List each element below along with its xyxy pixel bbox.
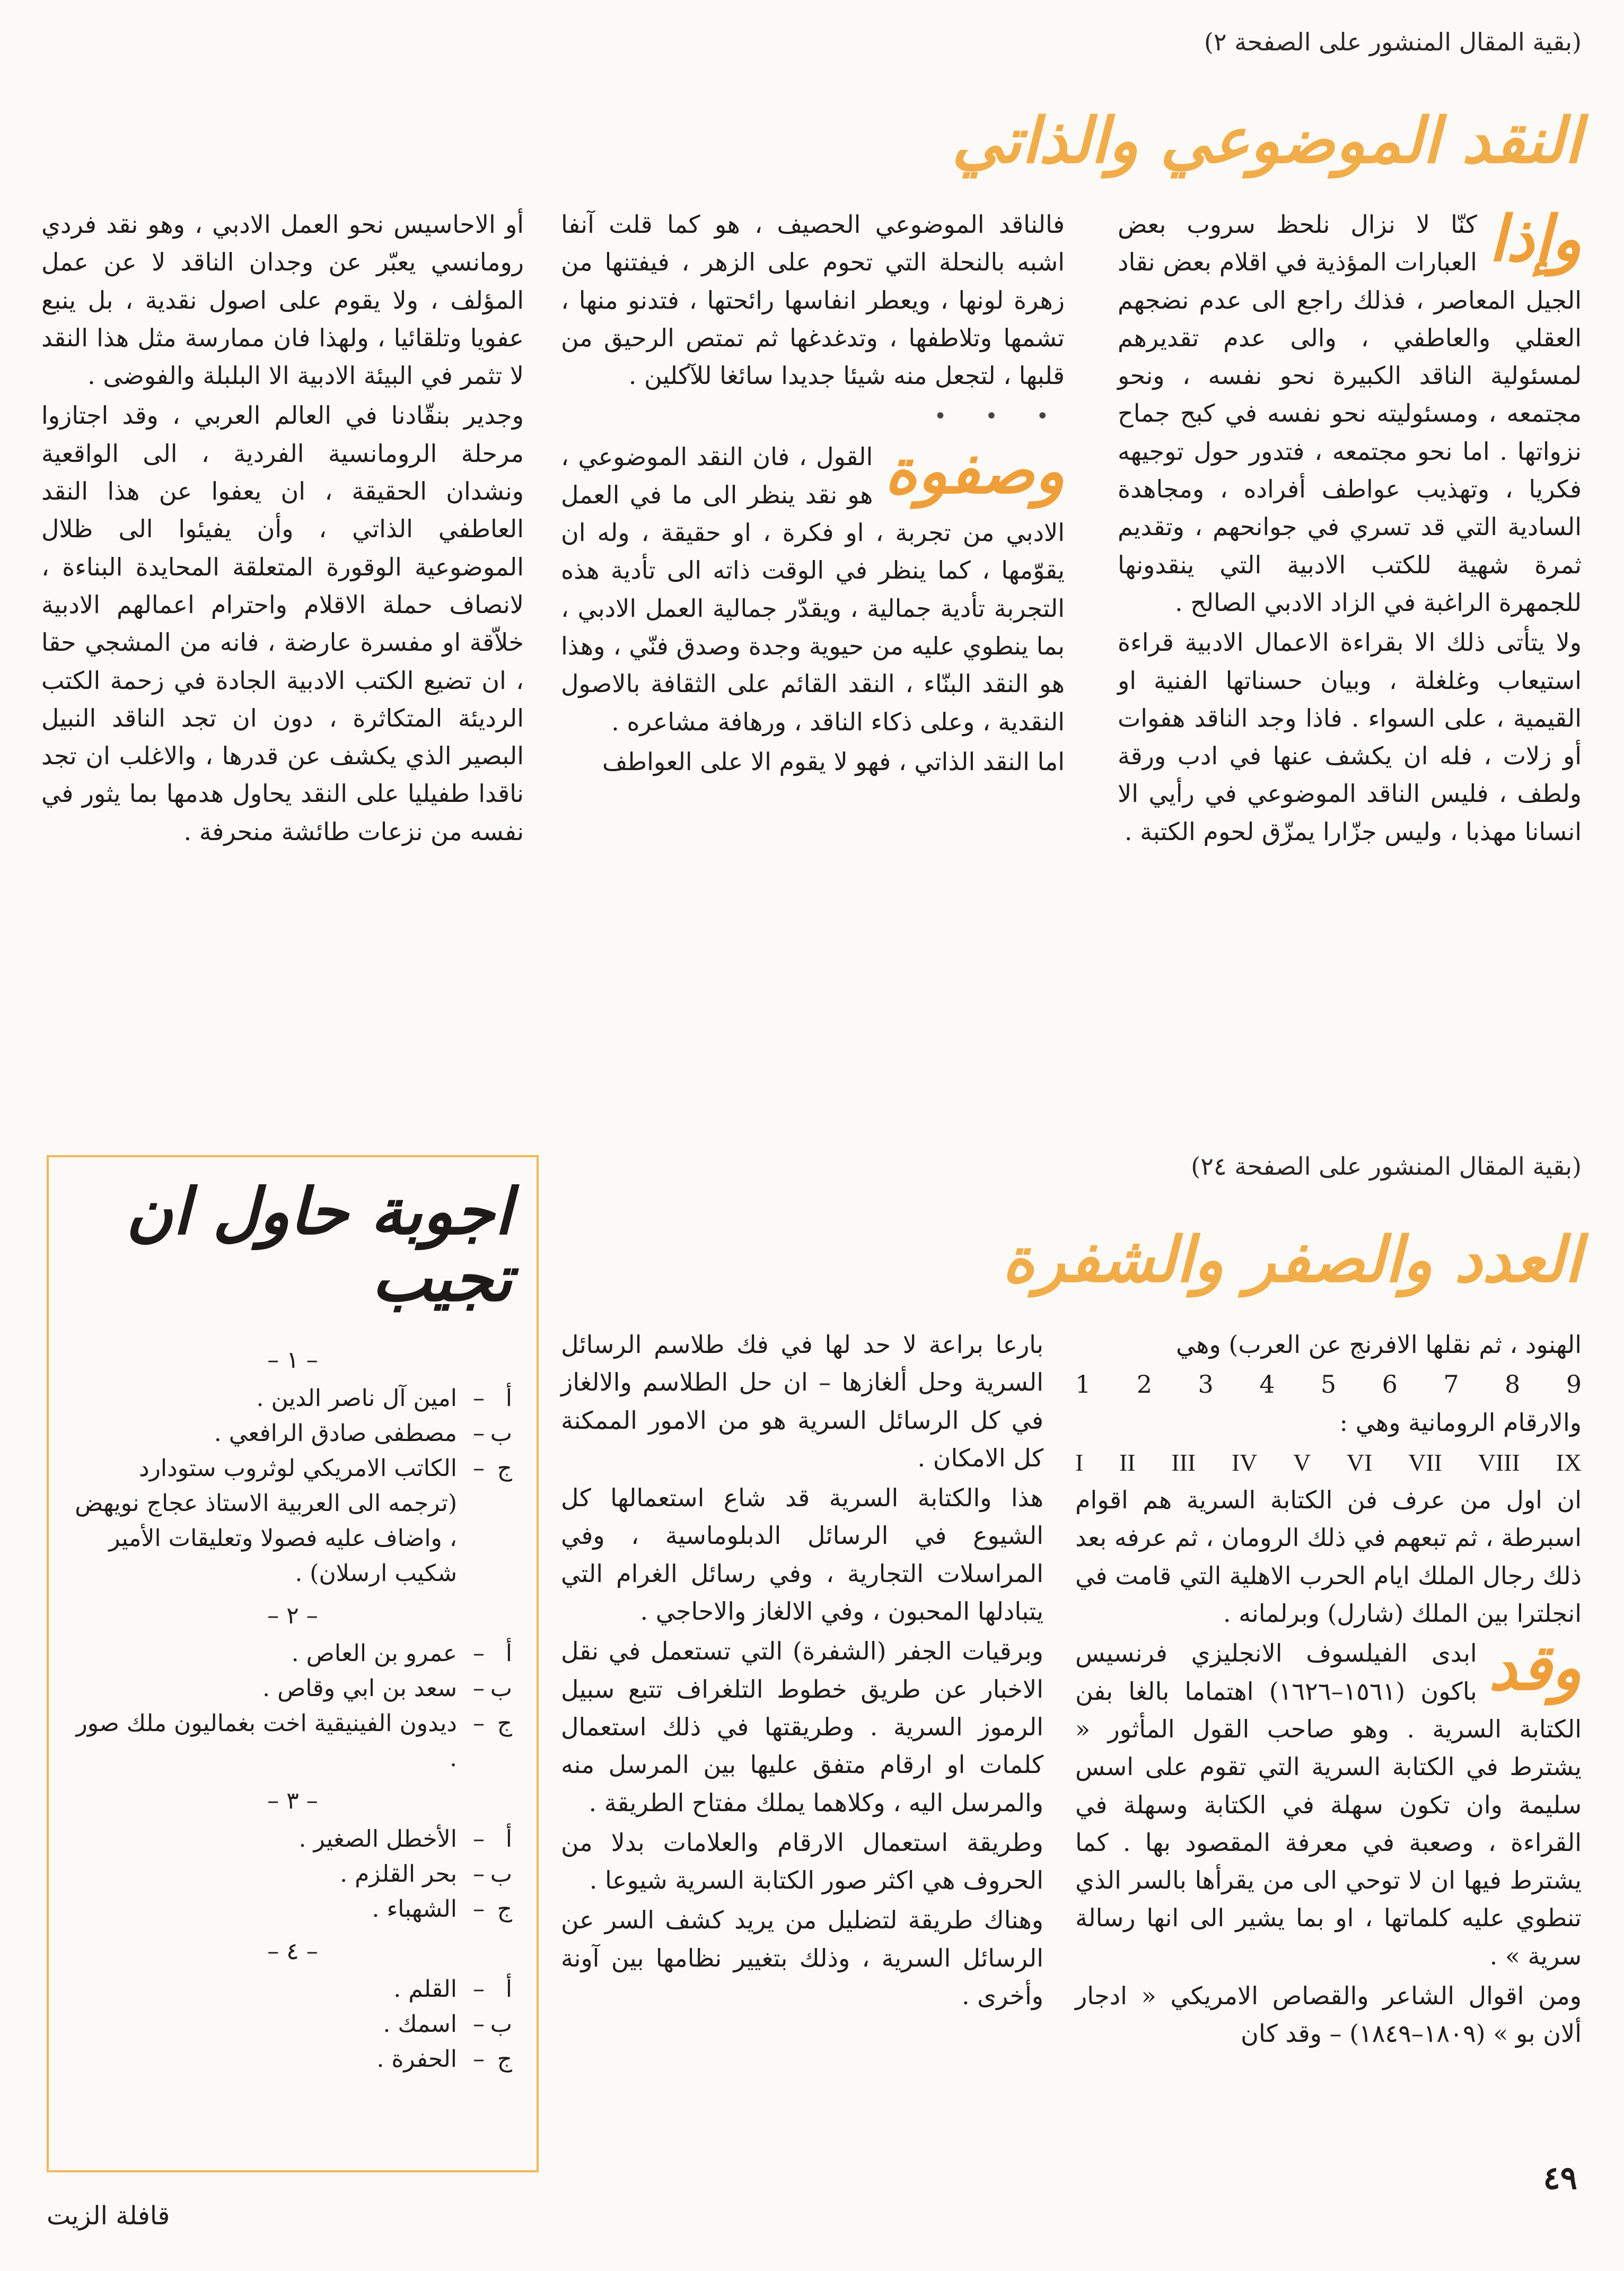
answer-letter: أ <box>505 1384 512 1412</box>
answer-dash: – <box>473 1710 485 1737</box>
article1-column-2 <box>561 206 1065 783</box>
answer-item <box>73 1636 512 1671</box>
answer-letter: أ <box>505 1976 512 2003</box>
paragraph: ابدى الفيلسوف الانجليزي فرنسيس باكون (١٥٦١–١٦٢٦) اهتماما بالغا بفن الكتابة السرية . وهو صاحب القول المأثور « يشترط في الكتابة السرية التي تقوم على اسس سليمة وان تكون سهلة في الكتابة وسهلة في القراءة ، وصعبة في معرفة المقصود بها . كما يشترط فيها ان لا توحي الى من يقرأها بالسر الذي تنطوي عليه كلماتها ، او بما يشير الى انها رسالة سرية » . <box>1075 1639 1582 1970</box>
answer-dash: – <box>473 1640 485 1667</box>
numeral: 4 <box>1259 1370 1275 1399</box>
answer-letter: ج <box>497 1710 512 1737</box>
answer-item <box>73 1416 512 1451</box>
answer-letter: ب <box>490 2011 512 2038</box>
numeral: 3 <box>1198 1370 1214 1399</box>
answer-letter: أ <box>505 1640 512 1667</box>
answer-dash: – <box>473 1825 485 1853</box>
answer-dash: – <box>473 1860 485 1888</box>
paragraph: اما النقد الذاتي ، فهو لا يقوم الا على العواطف <box>602 747 1065 776</box>
answer-dash: – <box>473 2046 485 2073</box>
paragraph: فالناقد الموضوعي الحصيف ، هو كما قلت آنفا اشبه بالنحلة التي تحوم على الزهر ، فيفتنها من زهرة لونها ، ويعطر انفاسها رائحتها ، فتدنو منها ، تشمها وتلاطفها ، وتدغدغها ثم تمتص الرحيق من قلبها ، لتجعل منه شيئا جديدا سائغا للآكلين . <box>561 210 1065 390</box>
group-number: – ١ – <box>267 1347 318 1374</box>
article2-column-2 <box>561 1326 1043 2017</box>
article1-title: النقد الموضوعي والذاتي <box>952 103 1582 177</box>
answer-letter: ب <box>490 1860 512 1888</box>
answer-dash: – <box>473 2011 485 2038</box>
answer-text: عمرو بن العاص . <box>291 1640 457 1667</box>
group-number: – ٤ – <box>267 1937 318 1965</box>
article1-column-1 <box>1118 202 1582 853</box>
answer-item <box>73 1671 512 1706</box>
answers-group-3 <box>73 1785 512 1927</box>
answers-box <box>47 1155 539 2172</box>
numeral: 9 <box>1566 1370 1582 1399</box>
numeral: 2 <box>1136 1370 1153 1399</box>
answer-text: الحفرة . <box>376 2046 457 2073</box>
numeral: 1 <box>1075 1370 1091 1399</box>
paragraph: كنّا لا نزال نلحظ سروب بعض العبارات المؤذية في اقلام بعض نقاد الجيل المعاصر ، فذلك راجع الى عدم نضجهم العقلي والعاطفي ، والى عدم تقديرهم لمسئولية الناقد الكبيرة نحو نفسه ، ونحو مجتمعه ، ومسئوليته نحو نفسه في كبح جماح نزواتها . اما نحو مجتمعه ، فتدور حول توجيهه فكريا ، وتهذيب عواطف أفراده ، ومجاهدة السادية التي قد تسري في جوانحهم ، وتقديم ثمرة شهية للكتب الادبية التي ينقدونها للجمهرة الراغبة في الزاد الادبي الصالح . <box>1118 210 1582 617</box>
answer-dash: – <box>473 1895 485 1923</box>
article2-title: العدد والصفر والشفرة <box>1002 1222 1582 1296</box>
answer-text: اسمك . <box>383 2011 457 2038</box>
numeral: 7 <box>1443 1370 1459 1399</box>
answers-group-4 <box>73 1935 512 2077</box>
article1-dropcap: وإذا <box>1488 202 1582 275</box>
answer-text: القلم . <box>393 1976 457 2003</box>
answer-dash: – <box>473 1384 485 1412</box>
answers-title: اجوبة حاول ان تجيب <box>126 1174 512 1316</box>
answer-letter: ب <box>490 1419 512 1447</box>
paragraph: ان اول من عرف فن الكتابة السرية هم اقوام اسبرطة ، ثم تبعهم في ذلك الرومان ، ثم عرفه بعد ذلك رجال الملك ايام الحرب الاهلية التي قامت في انجلترا بين الملك (شارل) وبرلمانه . <box>1075 1486 1582 1628</box>
answer-text: الأخطل الصغير . <box>299 1825 457 1853</box>
paragraph: الهنود ، ثم نقلها الافرنج عن العرب) وهي <box>1175 1330 1582 1359</box>
article2-dropcap: وقد <box>1488 1630 1582 1705</box>
answer-item <box>73 1822 512 1857</box>
article1-continued-note: (بقية المقال المنشور على الصفحة ٢) <box>1204 28 1582 56</box>
paragraph: وطريقة استعمال الارقام والعلامات بدلا من الحروف هي اكثر صور الكتابة السرية شيوعا . <box>561 1828 1043 1895</box>
group-number: – ٢ – <box>267 1602 318 1629</box>
paragraph: هذا والكتابة السرية قد شاع استعمالها كل الشيوع في الرسائل الدبلوماسية ، وفي المراسلات التجارية ، وفي رسائل الغرام التي يتبادلها المحبون ، وفي الالغاز والاحاجي . <box>561 1483 1043 1626</box>
roman-numerals-row <box>1075 1444 1582 1481</box>
answer-text: مصطفى صادق الرافعي . <box>214 1419 457 1447</box>
page-number: ٤٩ <box>1543 2160 1577 2197</box>
answer-text: امين آل ناصر الدين . <box>256 1384 457 1412</box>
answer-letter: ج <box>497 1895 512 1923</box>
numeral: IV <box>1231 1448 1258 1476</box>
answer-item <box>73 1451 512 1591</box>
article2-continued-note: (بقية المقال المنشور على الصفحة ٢٤) <box>1191 1152 1582 1181</box>
answer-text: الشهباء . <box>372 1895 457 1923</box>
paragraph: والارقام الرومانية وهي : <box>1339 1408 1582 1437</box>
answers-group-1 <box>73 1344 512 1591</box>
article1-dropcap-2: وصفوة <box>884 434 1065 508</box>
paragraph: وبرقيات الجفر (الشفرة) التي تستعمل في نقل الاخبار عن طريق خطوط التلغراف تتبع سبيل الرموز السرية . وطريقتها في ذلك استعمال كلمات او ارقام متفق عليها بين المرسل منه والمرسل اليه ، وكلاهما يملك مفتاح الطريقة . <box>561 1637 1043 1817</box>
answer-text: بحر القلزم . <box>340 1860 457 1888</box>
arabic-numerals-row <box>1075 1366 1582 1403</box>
answers-group-2 <box>73 1600 512 1777</box>
answer-item <box>73 2042 512 2077</box>
numeral: V <box>1293 1448 1311 1476</box>
answer-item <box>73 2007 512 2042</box>
answer-item <box>73 1857 512 1892</box>
paragraph: بارعا براعة لا حد لها في فك طلاسم الرسائل السرية وحل ألغازها – ان حل الطلاسم والالغاز في كل الرسائل السرية هو من الامور الممكنة كل الامكان . <box>561 1330 1043 1472</box>
paragraph: أو الاحاسيس نحو العمل الادبي ، وهو نقد فردي رومانسي يعبّر عن وجدان الناقد لا عن عمل المؤلف ، ولا يقوم على اصول نقدية ، بل ينبع عفويا وتلقائيا ، ولهذا فان ممارسة مثل هذا النقد لا تثمر في البيئة الادبية الا البلبلة والفوضى . <box>41 210 524 390</box>
group-number: – ٣ – <box>267 1787 318 1815</box>
numeral: I <box>1075 1448 1084 1476</box>
answer-letter: ج <box>497 1454 512 1482</box>
numeral: VII <box>1408 1448 1442 1476</box>
answer-item <box>73 1892 512 1927</box>
article1-column-3 <box>41 206 524 853</box>
paragraph: وهناك طريقة لتضليل من يريد كشف السر عن الرسائل السرية ، وذلك بتغيير نظامها بين آونة وأخرى . <box>561 1906 1043 2011</box>
answer-item <box>73 1972 512 2007</box>
answer-dash: – <box>473 1419 485 1447</box>
numeral: 8 <box>1505 1370 1521 1399</box>
paragraph: ومن اقوال الشاعر والقصاص الامريكي « ادجار ألان بو » (١٨٠٩–١٨٤٩) – وقد كان <box>1075 1981 1582 2048</box>
answer-dash: – <box>473 1976 485 2003</box>
answer-letter: ب <box>490 1675 512 1702</box>
answer-letter: ج <box>497 2046 512 2073</box>
numeral: VIII <box>1478 1448 1520 1476</box>
paragraph: ولا يتأتى ذلك الا بقراءة الاعمال الادبية قراءة استيعاب وغلغلة ، وبيان حسناتها الفنية او القيمية ، على السواء . فاذا وجد الناقد هفوات أو زلات ، فله ان يكشف عنها في ادب ورقة ولطف ، فليس الناقد الموضوعي في رأيي الا انسانا مهذبا ، وليس جزّارا يمزّق لحوم الكتبة . <box>1118 628 1582 846</box>
paragraph: وجدير بنقّادنا في العالم العربي ، وقد اجتازوا مرحلة الرومانسية الفردية ، الى الواقعية ونشدان الحقيقة ، ان يعفوا عن هذا النقد العاطفي الذاتي ، وأن يفيئوا الى ظلال الموضوعية الوقورة المتعلقة المحايدة البناءة ، لانصاف حملة الاقلام واحترام اعمالهم الادبية خلاّقة او مفسرة عارضة ، فانه من المشجي حقا ، ان تضيع الكتب الادبية الجادة في زحمة الكتب الرديئة المتكاثرة ، دون ان تجد الناقد النبيل البصير الذي يكشف عن قدرها ، والاغلب ان تجد ناقدا طفيليا على النقد يحاول هدمها بما يثور في نفسه من نزعات طائشة منحرفة . <box>41 401 524 846</box>
numeral: VI <box>1346 1448 1373 1476</box>
answer-dash: – <box>473 1454 485 1482</box>
answer-letter: أ <box>505 1825 512 1853</box>
answer-text: ديدون الفينيقية اخت بغماليون ملك صور . <box>76 1710 457 1772</box>
magazine-name: قافلة الزيت <box>47 2201 170 2231</box>
answer-dash: – <box>473 1675 485 1702</box>
answer-item <box>73 1706 512 1776</box>
answer-text: الكاتب الامريكي لوثروب ستودارد (ترجمه الى العربية الاستاذ عجاج نويهض ، واضاف عليه فصولا وتعليقات الأمير شكيب ارسلان) . <box>75 1454 457 1587</box>
numeral: III <box>1171 1448 1196 1476</box>
paragraph: القول ، فان النقد الموضوعي ، هو نقد ينظر الى ما في العمل الادبي من تجربة ، او فكرة ، او حقيقة ، وله ان يقوّمها ، كما ينظر في الوقت ذاته الى تأدية هذه التجربة تأدية جمالية ، ويقدّر جمالية العمل الادبي ، بما ينطوي عليه من حيوية وجدة وصدق فنّي ، وهذا هو النقد البنّاء ، النقد القائم على الثقافة بالاصول النقدية ، وعلى ذكاء الناقد ، ورهافة مشاعره . <box>561 442 1065 736</box>
article2-column-1 <box>1075 1326 1582 2055</box>
numeral: IX <box>1556 1448 1582 1476</box>
numeral: II <box>1119 1448 1136 1476</box>
numeral: 6 <box>1382 1370 1398 1399</box>
numeral: 5 <box>1320 1370 1337 1399</box>
answer-text: سعد بن ابي وقاص . <box>262 1675 457 1702</box>
answer-item <box>73 1381 512 1416</box>
section-separator: • • • <box>934 404 1065 429</box>
